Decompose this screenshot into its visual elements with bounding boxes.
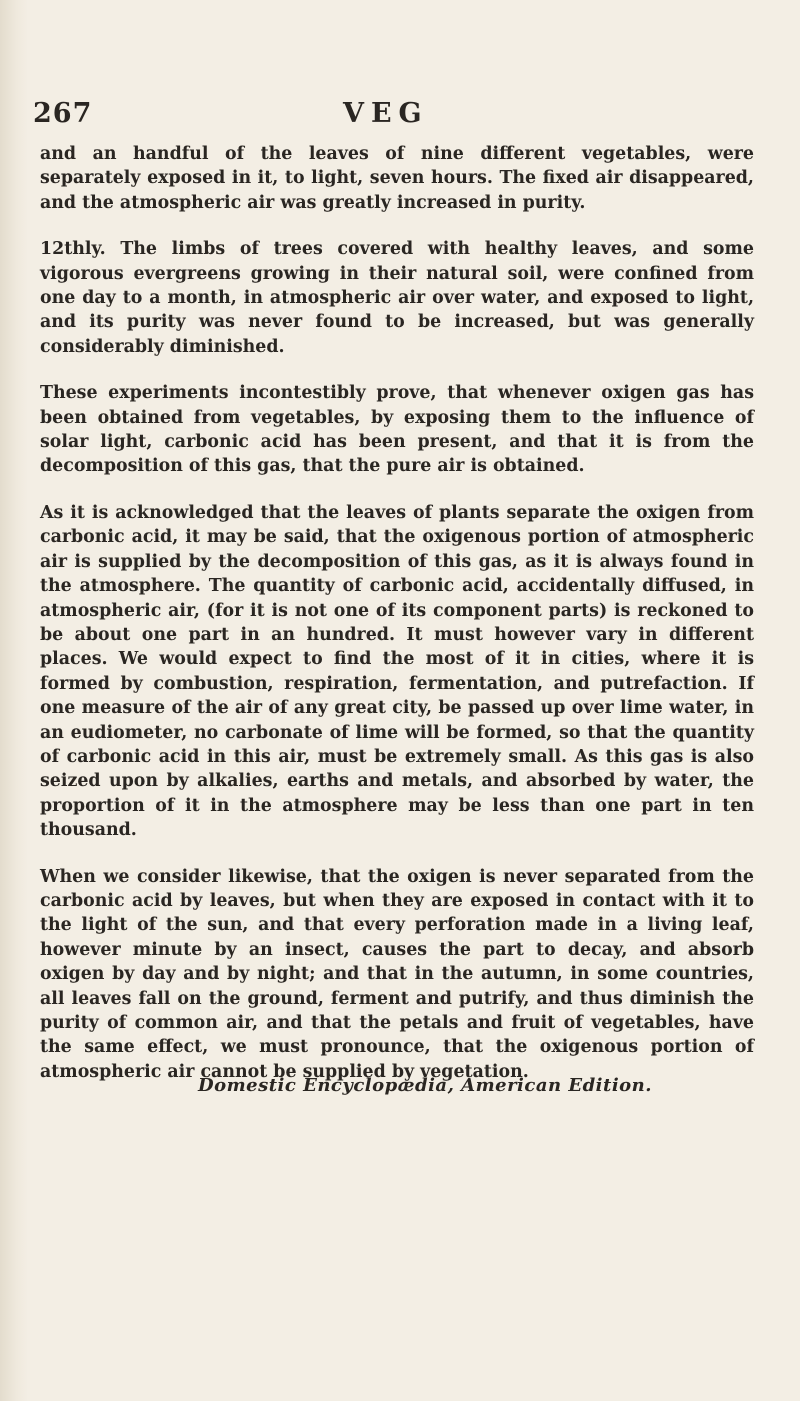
page-edge-shadow [0, 0, 28, 1401]
running-head: VEG [343, 98, 429, 129]
source-attribution: Domestic Encyclopædia, American Edition. [197, 1075, 653, 1096]
paragraph-2: 12thly. The limbs of trees covered with healthy leaves, and some vigorous evergreens growing in their natural soil, were confined from one day to a month, in atmospheric air over water, and exposed to light, and its purity was never found to be increased, but was generally considerably diminished. [40, 239, 754, 357]
page-number: 267 [33, 98, 93, 129]
page-header [33, 98, 773, 138]
paragraph-5: When we consider likewise, that the oxigen is never separated from the carbonic acid by leaves, but when they are exposed in contact with it to the light of the sun, and that every perforation made in a living leaf, however minute by an insect, causes the part to decay, and absorb oxigen by day and by night; and that in the autumn, in some countries, all leaves fall on the ground, ferment and putrify, and thus diminish the purity of common air, and that the petals and fruit of vegetables, have the same effect, we must pronounce, that the oxigenous portion of atmospheric air cannot be supplied by vegetation. [40, 866, 754, 1082]
paragraph-3: These experiments incontestibly prove, that whenever oxigen gas has been obtained from vegetables, by exposing them to the influence of solar light, carbonic acid has been present, and that it is from the decomposition of this gas, that the pure air is obtained. [40, 383, 754, 477]
paragraph-4: As it is acknowledged that the leaves of plants separate the oxigen from carbonic acid, it may be said, that the oxigenous portion of atmospheric air is supplied by the decomposition of this gas, as it is always found in the atmosphere. The quantity of carbonic acid, accidentally diffused, in atmospheric air, (for it is not one of its component parts) is reckoned to be about one part in an hundred. It must however vary in different places. We would expect to find the most of it in cities, where it is formed by combustion, respiration, fermentation, and putrefaction. If one measure of the air of any great city, be passed up over lime water, in an eudiometer, no carbonate of lime will be formed, so that the quantity of carbonic acid in this air, must be extremely small. As this gas is also seized upon by alkalies, earths and metals, and absorbed by water, the proportion of it in the atmosphere may be less than one part in ten thousand. [40, 502, 754, 841]
body-text [40, 142, 754, 1106]
paragraph-1: and an handful of the leaves of nine different vegetables, were separately exposed in it, to light, seven hours. The fixed air disappeared, and the atmospheric air was greatly increased in purity. [40, 144, 754, 213]
